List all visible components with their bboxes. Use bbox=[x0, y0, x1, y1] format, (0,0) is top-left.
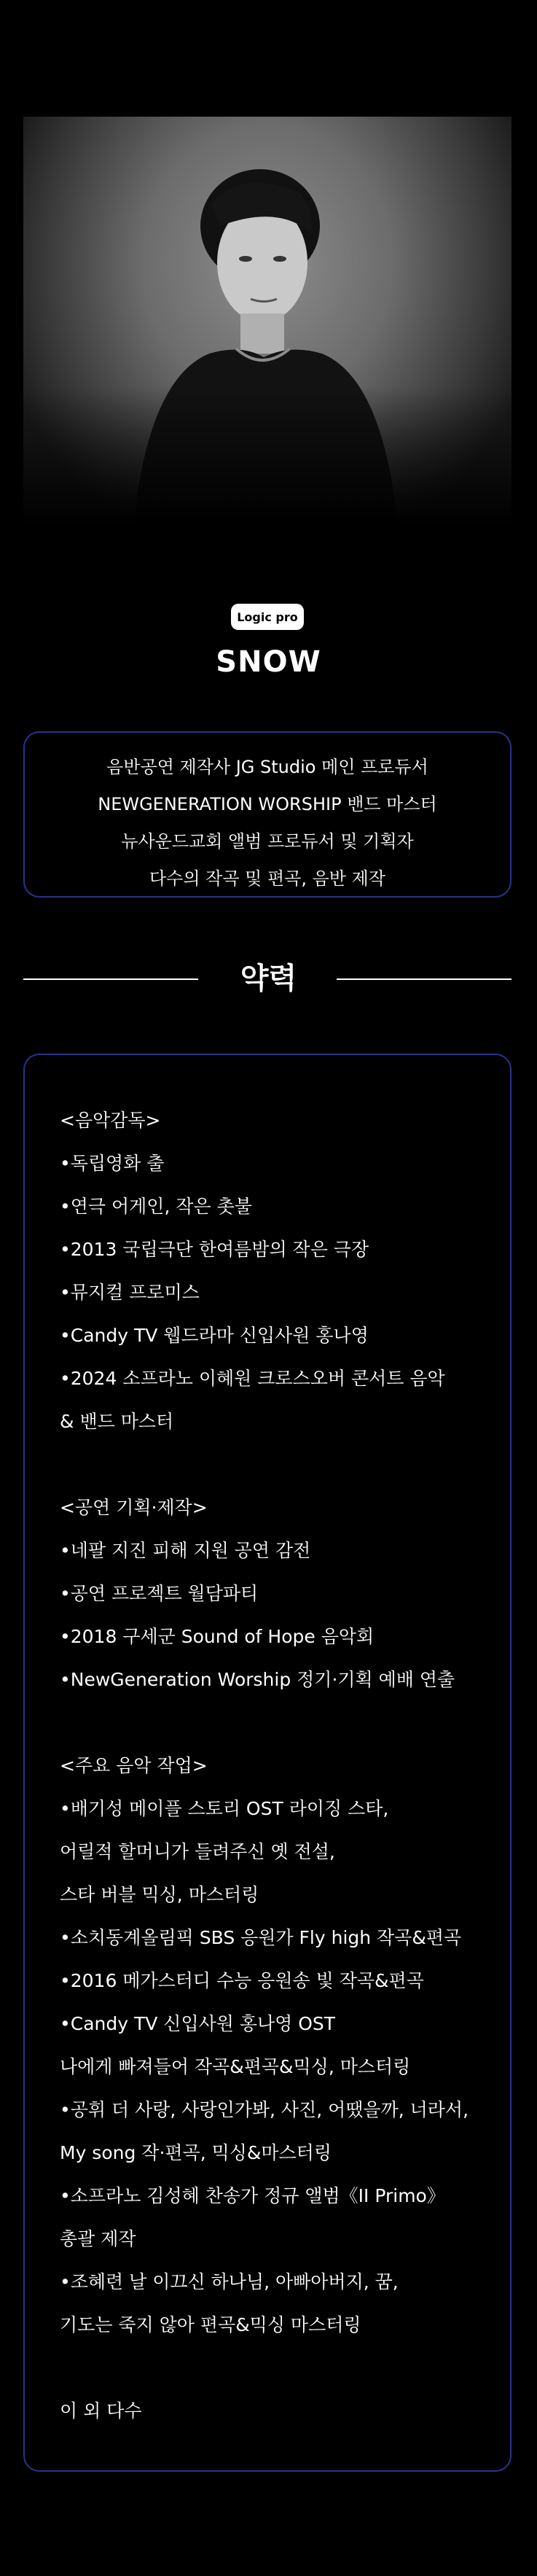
career-line: •배기성 메이플 스토리 OST 라이징 스타, bbox=[60, 1798, 389, 1819]
career-line: •소프라노 김성혜 찬송가 정규 앨범《II Primo》 bbox=[60, 2185, 445, 2206]
career-line: •공연 프로젝트 월담파티 bbox=[60, 1583, 259, 1604]
career-line: •소치동계올림픽 SBS 응원가 Fly high 작곡&편곡 bbox=[60, 1927, 462, 1948]
career-line: •2024 소프라노 이혜원 크로스오버 콘서트 음악 bbox=[60, 1368, 445, 1389]
career-line: 이 외 다수 bbox=[60, 2400, 142, 2421]
career-line: My song 작·편곡, 믹싱&마스터링 bbox=[60, 2142, 332, 2163]
career-line: 총괄 제작 bbox=[60, 2228, 136, 2249]
career-line: •공휘 더 사랑, 사랑인가봐, 사진, 어땠을까, 너라서, bbox=[60, 2099, 469, 2120]
artist-name: SNOW bbox=[216, 645, 321, 679]
career-line bbox=[60, 2346, 488, 2389]
career-line: <주요 음악 작업> bbox=[60, 1755, 208, 1776]
career-line: •2016 메가스터디 수능 응원송 빛 작곡&편곡 bbox=[60, 1970, 424, 1991]
career-line: •NewGeneration Worship 정기·기획 예배 연출 bbox=[60, 1669, 455, 1690]
career-heading-title: 약력 bbox=[240, 962, 297, 995]
career-line: •2018 구세군 Sound of Hope 음악회 bbox=[60, 1626, 375, 1647]
career-line: •연극 어게인, 작은 촛불 bbox=[60, 1196, 252, 1217]
career-heading bbox=[0, 960, 537, 997]
intro-line: 뉴사운드교회 앨범 프로듀서 및 기획자 bbox=[121, 831, 414, 852]
career-line: <공연 기획·제작> bbox=[60, 1497, 208, 1518]
career-line: •조혜련 날 이끄신 하나님, 아빠아버지, 꿈, bbox=[60, 2271, 399, 2292]
career-line: 스타 버블 믹싱, 마스터링 bbox=[60, 1884, 259, 1905]
career-line: •Candy TV 웹드라마 신입사원 홍나영 bbox=[60, 1325, 369, 1346]
career-line: •독립영화 출 bbox=[60, 1153, 165, 1174]
intro-box bbox=[23, 731, 511, 898]
career-line: <음악감독> bbox=[60, 1110, 161, 1131]
intro-line: 음반공연 제작사 JG Studio 메인 프로듀서 bbox=[106, 757, 428, 777]
career-line: •뮤지컬 프로미스 bbox=[60, 1282, 200, 1303]
software-badge: Logic pro bbox=[231, 604, 304, 630]
photo-bottom-fade bbox=[23, 386, 511, 532]
heading-divider-right bbox=[337, 978, 511, 980]
career-line: •Candy TV 신입사원 홍나영 OST bbox=[60, 2013, 336, 2034]
career-line bbox=[60, 1443, 488, 1486]
career-line: •네팔 지진 피해 지원 공연 감전 bbox=[60, 1540, 311, 1561]
career-line bbox=[60, 1701, 488, 1744]
career-line: 어릴적 할머니가 들려주신 옛 전설, bbox=[60, 1841, 335, 1862]
profile-photo bbox=[23, 117, 511, 532]
career-line: 기도는 죽지 않아 편곡&믹싱 마스터링 bbox=[60, 2314, 361, 2335]
intro-line: 다수의 작곡 및 편곡, 음반 제작 bbox=[149, 868, 385, 889]
career-box bbox=[23, 1054, 511, 2472]
career-line: •2013 국립극단 한여름밤의 작은 극장 bbox=[60, 1239, 369, 1260]
career-line: & 밴드 마스터 bbox=[60, 1411, 174, 1432]
intro-line: NEWGENERATION WORSHIP 밴드 마스터 bbox=[98, 794, 437, 814]
career-line: 나에게 빠져들어 작곡&편곡&믹싱, 마스터링 bbox=[60, 2056, 411, 2077]
